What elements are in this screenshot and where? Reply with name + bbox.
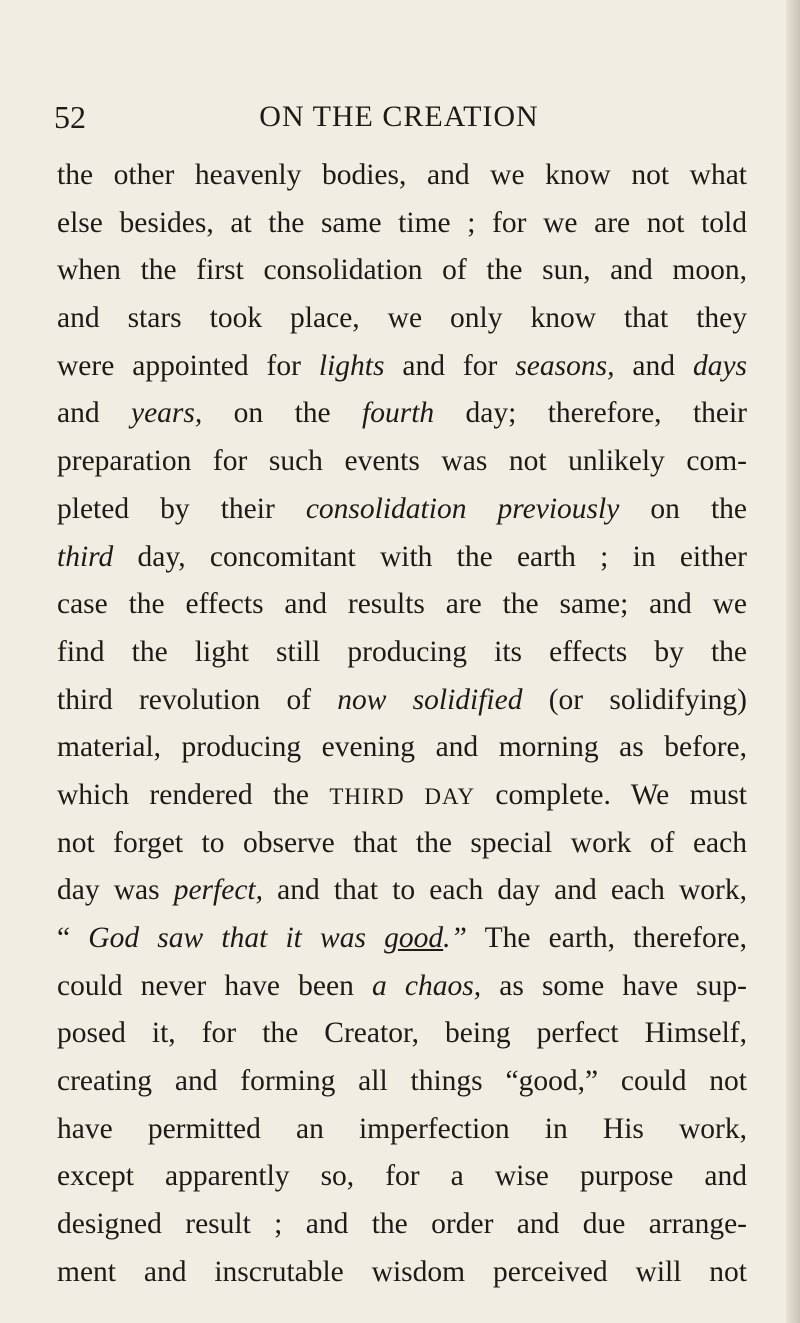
text-segment: preparation for such events was not unlikely com-	[57, 445, 747, 478]
text-segment: “	[57, 922, 89, 954]
emphasized-text: years,	[131, 397, 203, 430]
text-segment: The earth, therefore,	[466, 922, 747, 954]
text-line	[57, 629, 747, 677]
emphasized-text: seasons,	[515, 349, 615, 382]
running-title: ON THE CREATION	[259, 100, 539, 133]
text-line	[57, 724, 747, 772]
emphasized-text: good	[384, 922, 444, 954]
text-line	[57, 867, 747, 915]
emphasized-text: now solidified	[337, 683, 523, 716]
text-segment: not forget to observe that the special work of each	[57, 826, 747, 859]
text-segment: case the effects and results are the same; and we	[57, 588, 747, 621]
text-segment: designed result ; and the order and due arrange-	[57, 1208, 747, 1241]
text-segment: and that to each day and each work,	[263, 874, 747, 907]
text-line	[57, 390, 747, 438]
text-line	[57, 247, 747, 295]
text-segment: except apparently so, for a wise purpose and	[57, 1160, 747, 1193]
text-line	[57, 677, 747, 725]
emphasized-text: THIRD DAY	[329, 783, 476, 809]
page-number: 52	[54, 99, 86, 135]
text-segment: material, producing evening and morning as before,	[57, 731, 747, 764]
text-segment: and	[614, 349, 693, 382]
text-segment: pleted by their	[57, 492, 306, 525]
emphasized-text: a chaos,	[372, 969, 482, 1002]
text-line	[57, 343, 747, 391]
text-line	[57, 486, 747, 534]
text-segment: which rendered the	[57, 778, 330, 811]
text-line	[57, 1153, 747, 1201]
emphasized-text: consolidation previously	[305, 492, 620, 525]
text-line	[57, 772, 747, 820]
emphasized-text: .”	[443, 922, 467, 954]
text-segment: posed it, for the Creator, being perfect Himself,	[57, 1017, 747, 1050]
text-line	[57, 438, 747, 486]
emphasized-text: lights	[318, 349, 385, 382]
page-edge-shadow	[786, 0, 800, 1323]
text-segment: as some have sup-	[481, 969, 747, 1002]
text-segment: and for	[384, 349, 516, 382]
text-line	[57, 1249, 747, 1297]
text-segment: ment and inscrutable wisdom perceived will not	[57, 1255, 747, 1288]
text-segment: have permitted an imperfection in His work,	[57, 1112, 747, 1145]
text-segment: day; therefore, their	[434, 397, 747, 430]
text-line	[57, 295, 747, 343]
text-segment: when the first consolidation of the sun, and moon,	[57, 254, 747, 287]
text-segment: third revolution of	[57, 683, 338, 716]
emphasized-text: third	[57, 540, 114, 573]
text-segment: (or solidifying)	[522, 683, 747, 716]
text-segment: on the	[619, 492, 747, 525]
body-text	[57, 152, 747, 1297]
text-line	[57, 1010, 747, 1058]
page-header	[54, 92, 744, 142]
text-line	[57, 152, 747, 200]
text-line	[57, 1106, 747, 1154]
text-segment: day was	[57, 874, 174, 907]
text-segment: on the	[202, 397, 363, 430]
text-segment: complete. We must	[475, 778, 747, 811]
emphasized-text: perfect,	[173, 874, 263, 907]
text-line	[57, 534, 747, 582]
text-segment: and	[57, 397, 131, 430]
text-segment: and stars took place, we only know that they	[57, 302, 747, 335]
text-line	[57, 581, 747, 629]
text-segment: day, concomitant with the earth ; in either	[113, 540, 747, 573]
text-segment: creating and forming all things “good,” could not	[57, 1065, 747, 1098]
text-line	[57, 915, 747, 963]
text-line	[57, 820, 747, 868]
text-segment: else besides, at the same time ; for we are not told	[57, 206, 747, 239]
text-segment: were appointed for	[57, 349, 319, 382]
text-line	[57, 200, 747, 248]
emphasized-text: fourth	[362, 397, 435, 430]
text-segment: could never have been	[57, 969, 372, 1002]
text-line	[57, 1201, 747, 1249]
text-segment: find the light still producing its effects by the	[57, 635, 747, 668]
text-line	[57, 1058, 747, 1106]
emphasized-text: God saw that it was	[88, 922, 385, 954]
text-line	[57, 963, 747, 1011]
emphasized-text: days	[692, 349, 747, 382]
text-segment: the other heavenly bodies, and we know not what	[57, 159, 747, 191]
